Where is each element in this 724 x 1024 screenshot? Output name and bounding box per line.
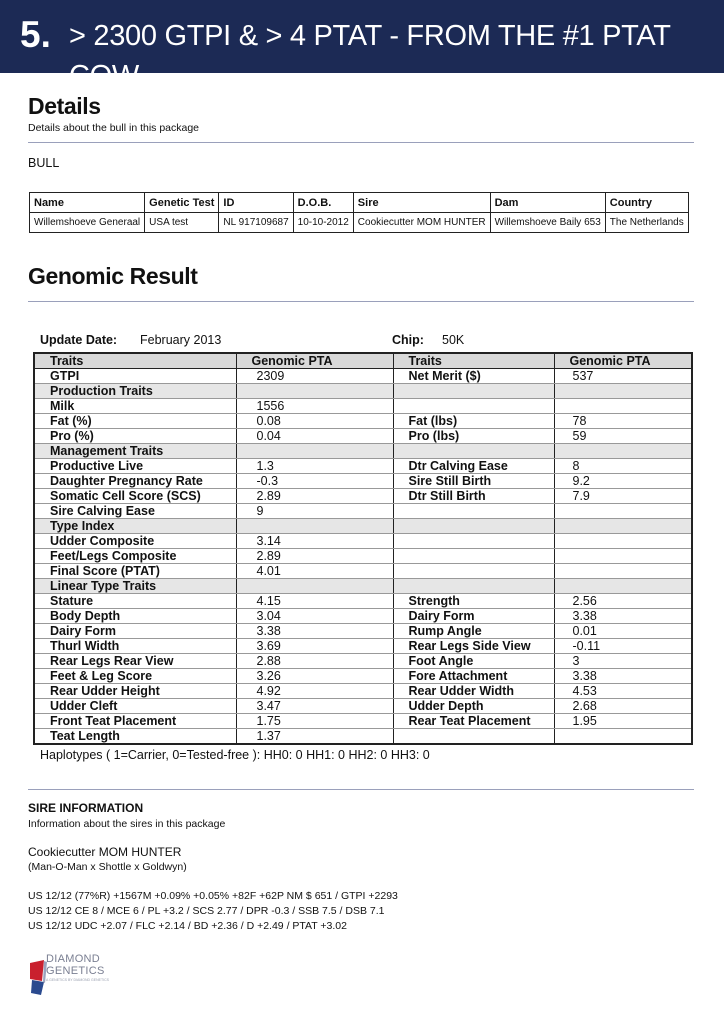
- pta-value-cell: 4.92: [236, 684, 393, 699]
- trait-cell: Udder Cleft: [34, 699, 236, 714]
- details-subtitle: Details about the bull in this package: [28, 122, 200, 134]
- table-header-row: [30, 193, 689, 213]
- update-date-label: Update Date:: [40, 333, 118, 347]
- header-cell: Sire: [353, 193, 490, 213]
- pta-value-cell: 4.01: [236, 564, 393, 579]
- id-cell: NL 917109687: [219, 213, 293, 233]
- header-cell: ID: [219, 193, 293, 213]
- trait-cell: [393, 549, 554, 564]
- trait-cell: [393, 399, 554, 414]
- trait-cell: Dairy Form: [34, 624, 236, 639]
- divider: [28, 142, 694, 143]
- section-number: 5.: [20, 14, 51, 55]
- trait-cell: Pro (%): [34, 429, 236, 444]
- trait-cell: Linear Type Traits: [34, 579, 236, 594]
- trait-cell: Net Merit ($): [393, 369, 554, 384]
- trait-cell: GTPI: [34, 369, 236, 384]
- sire-proof-line: US 12/12 CE 8 / MCE 6 / PL +3.2 / SCS 2.77 / DPR -0.3 / SSB 7.5 / DSB 7.1: [28, 905, 385, 917]
- pta-value-cell: 0.01: [554, 624, 692, 639]
- pta-value-cell: [554, 519, 692, 534]
- table-row: [34, 669, 692, 684]
- pta-value-cell: 537: [554, 369, 692, 384]
- pta-value-cell: 3: [554, 654, 692, 669]
- chip-value: 50K: [442, 333, 465, 347]
- trait-cell: Daughter Pregnancy Rate: [34, 474, 236, 489]
- trait-cell: Body Depth: [34, 609, 236, 624]
- logo-line-2: GENETICS: [46, 965, 105, 977]
- pta-value-cell: [554, 579, 692, 594]
- section-row: [34, 444, 692, 459]
- table-row: [34, 609, 692, 624]
- trait-cell: Udder Depth: [393, 699, 554, 714]
- table-row: [34, 729, 692, 745]
- haplotypes-line: Haplotypes ( 1=Carrier, 0=Tested-free ): HH0: 0 HH1: 0 HH2: 0 HH3: 0: [40, 748, 430, 762]
- pta-value-cell: [554, 564, 692, 579]
- pta-value-cell: 1.95: [554, 714, 692, 729]
- bull-name-cell: Willemshoeve Generaal: [30, 213, 145, 233]
- pta-value-cell: [236, 579, 393, 594]
- header-cell: Dam: [490, 193, 605, 213]
- trait-cell: Type Index: [34, 519, 236, 534]
- table-row: [34, 489, 692, 504]
- trait-cell: [393, 504, 554, 519]
- header-cell: Genomic PTA: [236, 353, 393, 369]
- trait-cell: Rear Legs Side View: [393, 639, 554, 654]
- pta-value-cell: 3.38: [554, 609, 692, 624]
- trait-cell: [393, 534, 554, 549]
- bull-label: BULL: [28, 156, 60, 170]
- pta-value-cell: 3.69: [236, 639, 393, 654]
- pta-value-cell: [554, 399, 692, 414]
- trait-cell: Fat (%): [34, 414, 236, 429]
- pta-value-cell: 4.15: [236, 594, 393, 609]
- table-row: [30, 213, 689, 233]
- table-row: [34, 474, 692, 489]
- trait-cell: [393, 579, 554, 594]
- trait-cell: Feet/Legs Composite: [34, 549, 236, 564]
- trait-cell: Dtr Calving Ease: [393, 459, 554, 474]
- trait-cell: [393, 444, 554, 459]
- trait-cell: Thurl Width: [34, 639, 236, 654]
- pta-value-cell: 3.38: [554, 669, 692, 684]
- trait-cell: Production Traits: [34, 384, 236, 399]
- table-row: [34, 369, 692, 384]
- genomic-heading: Genomic Result: [28, 263, 198, 289]
- trait-cell: Rear Legs Rear View: [34, 654, 236, 669]
- trait-cell: Udder Composite: [34, 534, 236, 549]
- trait-cell: [393, 519, 554, 534]
- pta-value-cell: 1.3: [236, 459, 393, 474]
- header-cell: Genetic Test: [145, 193, 219, 213]
- pta-value-cell: 2.89: [236, 549, 393, 564]
- trait-cell: Stature: [34, 594, 236, 609]
- table-row: [34, 654, 692, 669]
- table-row: [34, 459, 692, 474]
- pta-value-cell: 2309: [236, 369, 393, 384]
- trait-cell: Dtr Still Birth: [393, 489, 554, 504]
- trait-cell: Management Traits: [34, 444, 236, 459]
- header-cell: D.O.B.: [293, 193, 353, 213]
- sire-proof-line: US 12/12 (77%R) +1567M +0.09% +0.05% +82F +62P NM $ 651 / GTPI +2293: [28, 890, 398, 902]
- logo-tagline: A GENETICS BY DIAMOND GENETICS: [46, 978, 109, 982]
- sire-info-subtitle: Information about the sires in this package: [28, 818, 226, 830]
- table-row: [34, 549, 692, 564]
- trait-cell: Fat (lbs): [393, 414, 554, 429]
- trait-cell: Dairy Form: [393, 609, 554, 624]
- genomic-table: [33, 352, 693, 745]
- sire-info-heading: SIRE INFORMATION: [28, 801, 144, 815]
- header-cell: Traits: [393, 353, 554, 369]
- update-date-value: February 2013: [140, 333, 222, 347]
- sire-name: Cookiecutter MOM HUNTER: [28, 845, 182, 859]
- pta-value-cell: 7.9: [554, 489, 692, 504]
- trait-cell: Front Teat Placement: [34, 714, 236, 729]
- pta-value-cell: 59: [554, 429, 692, 444]
- pta-value-cell: 4.53: [554, 684, 692, 699]
- pta-value-cell: [236, 384, 393, 399]
- trait-cell: Strength: [393, 594, 554, 609]
- pta-value-cell: 3.04: [236, 609, 393, 624]
- trait-cell: Sire Calving Ease: [34, 504, 236, 519]
- table-row: [34, 414, 692, 429]
- sire-cell: Cookiecutter MOM HUNTER: [353, 213, 490, 233]
- chip-label: Chip:: [392, 333, 424, 347]
- pta-value-cell: 78: [554, 414, 692, 429]
- table-row: [34, 714, 692, 729]
- trait-cell: Foot Angle: [393, 654, 554, 669]
- genetic-test-cell: USA test: [145, 213, 219, 233]
- trait-cell: [393, 384, 554, 399]
- pta-value-cell: 2.68: [554, 699, 692, 714]
- trait-cell: [393, 729, 554, 745]
- trait-cell: Sire Still Birth: [393, 474, 554, 489]
- divider: [28, 301, 694, 302]
- table-row: [34, 594, 692, 609]
- table-row: [34, 684, 692, 699]
- table-row: [34, 534, 692, 549]
- page-banner: [0, 0, 724, 92]
- table-row: [34, 624, 692, 639]
- table-header-row: [34, 353, 692, 369]
- details-heading: Details: [28, 93, 101, 119]
- divider: [28, 789, 694, 790]
- pta-value-cell: [554, 504, 692, 519]
- trait-cell: Feet & Leg Score: [34, 669, 236, 684]
- trait-cell: [393, 564, 554, 579]
- sire-proof-line: US 12/12 UDC +2.07 / FLC +2.14 / BD +2.36 / D +2.49 / PTAT +3.02: [28, 920, 347, 932]
- table-row: [34, 429, 692, 444]
- trait-cell: Fore Attachment: [393, 669, 554, 684]
- pta-value-cell: 3.47: [236, 699, 393, 714]
- section-row: [34, 579, 692, 594]
- pta-value-cell: [554, 534, 692, 549]
- table-row: [34, 504, 692, 519]
- pta-value-cell: 0.04: [236, 429, 393, 444]
- trait-cell: Rump Angle: [393, 624, 554, 639]
- pta-value-cell: 1.75: [236, 714, 393, 729]
- pta-value-cell: [554, 729, 692, 745]
- pta-value-cell: [554, 549, 692, 564]
- trait-cell: Milk: [34, 399, 236, 414]
- pta-value-cell: 1556: [236, 399, 393, 414]
- pta-value-cell: 1.37: [236, 729, 393, 745]
- section-row: [34, 519, 692, 534]
- section-row: [34, 384, 692, 399]
- pta-value-cell: -0.11: [554, 639, 692, 654]
- table-row: [34, 639, 692, 654]
- pta-value-cell: 2.89: [236, 489, 393, 504]
- header-cell: Traits: [34, 353, 236, 369]
- country-cell: The Netherlands: [605, 213, 688, 233]
- pta-value-cell: [554, 384, 692, 399]
- trait-cell: Rear Teat Placement: [393, 714, 554, 729]
- table-row: [34, 399, 692, 414]
- pta-value-cell: 9.2: [554, 474, 692, 489]
- pta-value-cell: 3.14: [236, 534, 393, 549]
- banner-title: > 2300 GTPI & > 4 PTAT - FROM THE #1 PTAT COW: [69, 20, 671, 92]
- pta-value-cell: [236, 444, 393, 459]
- pta-value-cell: 0.08: [236, 414, 393, 429]
- logo-line-1: DIAMOND: [46, 953, 101, 965]
- trait-cell: Teat Length: [34, 729, 236, 745]
- table-row: [34, 564, 692, 579]
- pta-value-cell: 2.56: [554, 594, 692, 609]
- pta-value-cell: -0.3: [236, 474, 393, 489]
- pta-value-cell: 2.88: [236, 654, 393, 669]
- pta-value-cell: 3.26: [236, 669, 393, 684]
- pta-value-cell: [236, 519, 393, 534]
- header-cell: Country: [605, 193, 688, 213]
- pta-value-cell: [554, 444, 692, 459]
- trait-cell: Final Score (PTAT): [34, 564, 236, 579]
- trait-cell: Somatic Cell Score (SCS): [34, 489, 236, 504]
- header-cell: Name: [30, 193, 145, 213]
- dob-cell: 10-10-2012: [293, 213, 353, 233]
- trait-cell: Rear Udder Height: [34, 684, 236, 699]
- pta-value-cell: 9: [236, 504, 393, 519]
- trait-cell: Productive Live: [34, 459, 236, 474]
- diamond-genetics-logo: [28, 953, 108, 998]
- trait-cell: Pro (lbs): [393, 429, 554, 444]
- pta-value-cell: 8: [554, 459, 692, 474]
- trait-cell: Rear Udder Width: [393, 684, 554, 699]
- dam-cell: Willemshoeve Baily 653: [490, 213, 605, 233]
- header-cell: Genomic PTA: [554, 353, 692, 369]
- bull-table: [29, 192, 689, 233]
- sire-pedigree: (Man-O-Man x Shottle x Goldwyn): [28, 861, 187, 873]
- table-row: [34, 699, 692, 714]
- pta-value-cell: 3.38: [236, 624, 393, 639]
